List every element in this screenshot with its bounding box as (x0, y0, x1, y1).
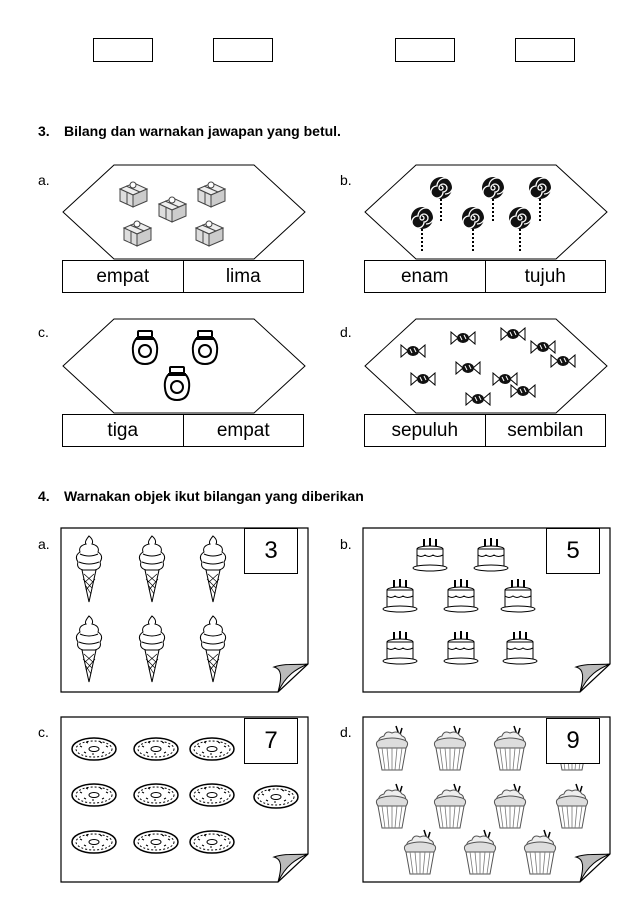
candy-icon[interactable] (400, 344, 426, 363)
cupcake-icon[interactable] (490, 724, 530, 777)
gift-box-icon[interactable] (116, 179, 150, 214)
candy-icon[interactable] (510, 384, 536, 403)
gift-box-icon[interactable] (155, 194, 189, 229)
target-number-box: 5 (546, 528, 600, 574)
cake-icon[interactable] (382, 578, 418, 619)
target-number-box: 3 (244, 528, 298, 574)
cake-icon[interactable] (500, 578, 536, 619)
donut-icon[interactable] (188, 829, 236, 860)
gift-box-icon[interactable] (194, 179, 228, 214)
answer-option[interactable]: enam (400, 265, 449, 287)
cupcake-icon[interactable] (520, 828, 560, 881)
cupcake-icon[interactable] (400, 828, 440, 881)
ice-cream-icon[interactable] (74, 534, 104, 609)
answer-option[interactable]: sembilan (485, 415, 606, 446)
answer-option[interactable]: tujuh (485, 261, 606, 292)
answer-option[interactable]: sepuluh (391, 419, 459, 441)
cake-icon[interactable] (502, 630, 538, 671)
item-label: a. (38, 536, 50, 552)
question-4-heading (38, 488, 364, 504)
ice-cream-icon[interactable] (74, 614, 104, 689)
item-label: c. (38, 724, 49, 740)
answer-options (364, 260, 606, 293)
cake-icon[interactable] (473, 537, 509, 578)
item-label: a. (38, 172, 50, 188)
cupcake-icon[interactable] (460, 828, 500, 881)
jar-icon[interactable] (130, 330, 160, 371)
cupcake-icon[interactable] (372, 724, 412, 777)
gift-box-icon[interactable] (120, 218, 154, 253)
cake-icon[interactable] (443, 578, 479, 619)
lollipop-icon[interactable] (507, 206, 533, 257)
jar-icon[interactable] (162, 366, 192, 407)
question-title: Warnakan objek ikut bilangan yang diberikan (64, 488, 364, 504)
candy-icon[interactable] (465, 392, 491, 411)
answer-options (364, 414, 606, 447)
candy-icon[interactable] (455, 361, 481, 380)
item-label: d. (340, 724, 352, 740)
candy-icon[interactable] (410, 372, 436, 391)
donut-icon[interactable] (70, 736, 118, 767)
lollipop-icon[interactable] (460, 206, 486, 257)
answer-option[interactable]: lima (183, 261, 304, 292)
answer-options (62, 414, 304, 447)
answer-option[interactable]: tiga (107, 419, 139, 441)
donut-icon[interactable] (70, 829, 118, 860)
answer-option[interactable]: empat (96, 265, 150, 287)
ice-cream-icon[interactable] (198, 534, 228, 609)
target-number-box: 7 (244, 718, 298, 764)
donut-icon[interactable] (188, 736, 236, 767)
cake-icon[interactable] (382, 630, 418, 671)
lollipop-icon[interactable] (409, 206, 435, 257)
item-label: c. (38, 324, 49, 340)
question-number: 4. (38, 488, 50, 504)
answer-blank-box[interactable] (93, 38, 153, 62)
cake-icon[interactable] (412, 537, 448, 578)
donut-icon[interactable] (188, 782, 236, 813)
question-3-heading (38, 123, 341, 139)
donut-icon[interactable] (132, 782, 180, 813)
cupcake-icon[interactable] (430, 724, 470, 777)
candy-icon[interactable] (500, 327, 526, 346)
ice-cream-icon[interactable] (198, 614, 228, 689)
answer-blank-box[interactable] (213, 38, 273, 62)
item-label: b. (340, 536, 352, 552)
cake-icon[interactable] (443, 630, 479, 671)
target-number-box: 9 (546, 718, 600, 764)
donut-icon[interactable] (132, 829, 180, 860)
item-label: d. (340, 324, 352, 340)
question-number: 3. (38, 123, 50, 139)
donut-icon[interactable] (132, 736, 180, 767)
ice-cream-icon[interactable] (137, 534, 167, 609)
answer-options (62, 260, 304, 293)
gift-box-icon[interactable] (192, 218, 226, 253)
question-title: Bilang dan warnakan jawapan yang betul. (64, 123, 341, 139)
jar-icon[interactable] (190, 330, 220, 371)
donut-icon[interactable] (252, 784, 300, 815)
answer-blank-box[interactable] (515, 38, 575, 62)
ice-cream-icon[interactable] (137, 614, 167, 689)
answer-blank-box[interactable] (395, 38, 455, 62)
answer-option[interactable]: empat (183, 415, 304, 446)
item-label: b. (340, 172, 352, 188)
donut-icon[interactable] (70, 782, 118, 813)
candy-icon[interactable] (550, 354, 576, 373)
candy-icon[interactable] (450, 331, 476, 350)
